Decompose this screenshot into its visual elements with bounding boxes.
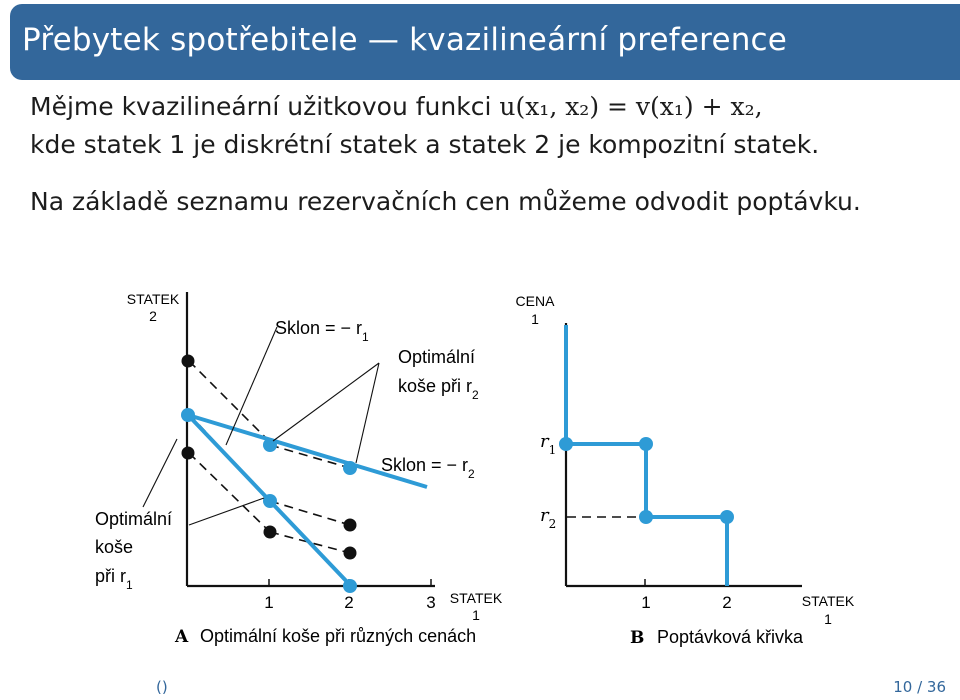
demand-point: [639, 437, 653, 451]
panel-b: [516, 293, 855, 648]
x-tick-label-1: 1: [264, 593, 274, 612]
demand-point: [639, 510, 653, 524]
panel-b-y-label-2: 1: [531, 311, 539, 327]
optimal-r2-text: koše při r: [398, 376, 473, 396]
footer-left: (): [156, 678, 168, 696]
line1-text: Mějme kvazilineární užitkovou funkci: [30, 92, 492, 121]
slope-r1-text: Sklon = − r: [275, 318, 363, 338]
demand-point: [720, 510, 734, 524]
price-r2-sub: 2: [548, 517, 557, 531]
text-line-2: kde statek 1 je diskrétní statek a statek 2 je kompozitní statek.: [30, 130, 820, 159]
panel-a-y-label-1: STATEK: [126, 291, 180, 307]
panel-b-caption: Poptávková křivka: [657, 627, 804, 647]
slide-title: Přebytek spotřebitele — kvazilineární preference: [22, 22, 788, 58]
utility-formula: u(x₁, x₂) = v(x₁) + x₂,: [499, 92, 763, 121]
price-dashed-lines: [567, 444, 720, 517]
leader-line: [143, 439, 177, 507]
demand-point: [559, 437, 573, 451]
panel-a-x-label-2: 1: [472, 607, 480, 623]
price-r2-label: [540, 505, 556, 531]
optimal-point: [181, 408, 195, 422]
optimal-r2-label-2: [398, 376, 479, 402]
text-line-1: [30, 92, 763, 121]
demand-curve: [566, 325, 727, 586]
slope-r1-label: [275, 318, 369, 344]
panel-b-x-label-2: 1: [824, 611, 832, 627]
optimal-point: [343, 579, 357, 593]
slope-r2-sub: 2: [468, 467, 475, 481]
text-line-3: Na základě seznamu rezervačních cen můžeme odvodit poptávku.: [30, 187, 861, 216]
bundle-point: [344, 519, 357, 532]
panel-a-caption: Optimální koše při různých cenách: [200, 626, 477, 646]
x-tick-label-2: 2: [344, 593, 354, 612]
x-tick-label-2: 2: [722, 593, 732, 612]
x-tick-label-1: 1: [641, 593, 651, 612]
optimal-r1-label-2: koše: [95, 537, 134, 557]
bundle-point: [182, 355, 195, 368]
optimal-r2-label-1: Optimální: [398, 347, 476, 367]
panel-b-x-label-1: STATEK: [801, 593, 855, 609]
panel-a-x-label-1: STATEK: [449, 590, 503, 606]
slope-r2-text: Sklon = − r: [381, 455, 469, 475]
optimal-r1-label-1: Optimální: [95, 509, 173, 529]
optimal-r1-sub: 1: [126, 578, 133, 592]
leader-line: [189, 498, 264, 525]
panel-a: [95, 291, 503, 647]
bundle-point: [344, 547, 357, 560]
price-r1-text: r: [540, 431, 549, 452]
bundle-point: [182, 447, 195, 460]
bundle-point: [264, 526, 277, 539]
title-bar: [0, 0, 960, 81]
price-r1-label: [540, 431, 556, 457]
panel-a-caption-letter: A: [175, 627, 189, 647]
panel-a-y-label-2: 2: [149, 308, 157, 324]
dashed-line: [270, 445, 350, 468]
optimal-r1-text: při r: [95, 566, 126, 586]
leader-lines: [143, 327, 379, 525]
figure: [0, 255, 960, 655]
price-r1-sub: 1: [548, 443, 557, 457]
page-number: 10 / 36: [893, 678, 946, 696]
slope-r1-sub: 1: [362, 330, 369, 344]
panel-b-y-label-1: CENA: [515, 293, 555, 309]
optimal-r1-label-3: [95, 566, 133, 592]
panel-b-caption-letter: B: [630, 628, 645, 648]
optimal-point: [263, 494, 277, 508]
optimal-point: [343, 461, 357, 475]
x-tick-label-3: 3: [426, 593, 436, 612]
leader-line: [226, 327, 277, 445]
price-r2-text: r: [540, 505, 549, 526]
leader-line: [273, 363, 379, 441]
optimal-r2-sub: 2: [472, 388, 479, 402]
